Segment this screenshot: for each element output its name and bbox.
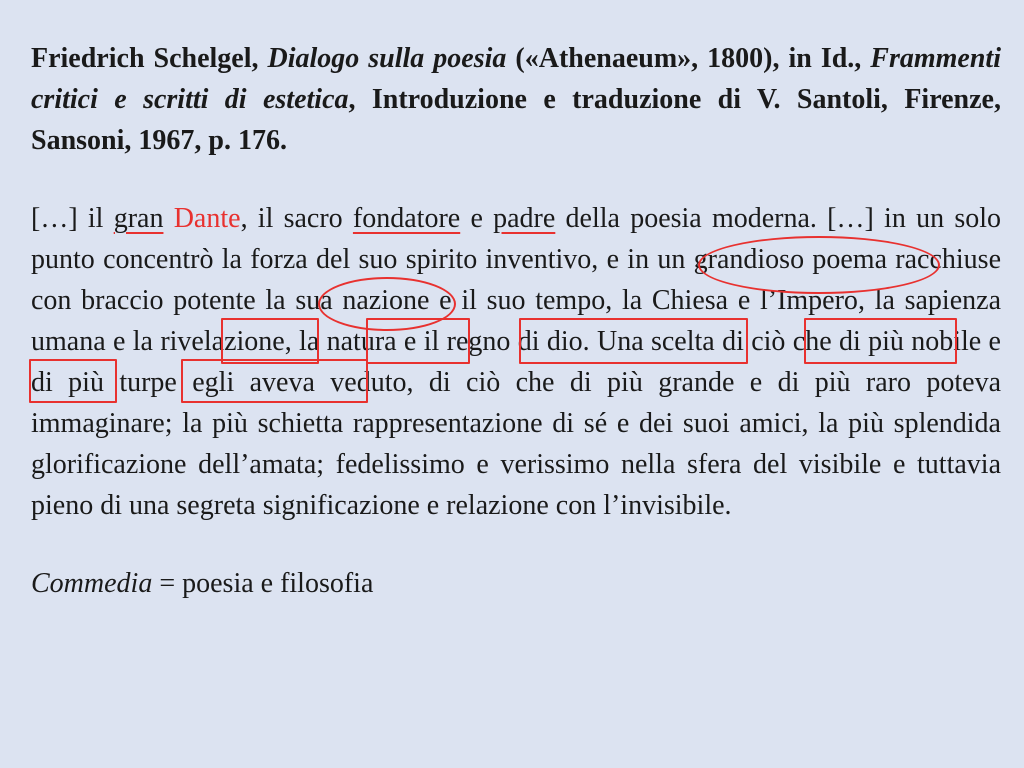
boxed-rivelazione: rivelazione: [160, 326, 285, 357]
quote-text: e: [460, 203, 494, 234]
poema-word: poema: [812, 244, 887, 275]
commedia-title: Commedia: [31, 568, 153, 599]
slide-content: [31, 38, 1001, 604]
citation-publication-details: , Introduzione e traduzione di V. Santoli, Firenze, Sansoni, 1967, p. 176.: [31, 84, 1001, 156]
quote-text: […] il: [31, 203, 114, 234]
quote-text: [163, 203, 173, 234]
summary-text: = poesia e filosofia: [152, 568, 374, 599]
quote-text: Una scelta di ciò che di più nobile e di più turpe egli aveva veduto, di ciò che di più grande e di più raro poteva immaginare; la più schietta rappresentazione di sé e dei suoi amici, la più splendida glorificazione dell’amata; fedelissimo e verissimo nella sfera del visibile e tuttavia pieno di una segreta significazione e relazione con l’invisibile.: [31, 326, 1001, 521]
bibliographic-citation: [31, 38, 1001, 161]
citation-collection-title: Frammenti critici e scritti di estetica: [31, 43, 1001, 115]
circled-spirito-inventivo: spirito inventivo,: [405, 244, 599, 275]
quotation-paragraph: [31, 198, 1001, 526]
citation-author: Friedrich Schelgel,: [31, 43, 268, 74]
citation-middle: («Athenaeum», 1800), in Id.,: [506, 43, 871, 74]
highlighted-dante: Dante: [173, 203, 241, 234]
boxed-regno-di-dio: regno di dio.: [446, 326, 590, 357]
boxed-chiesa: Chiesa: [651, 285, 729, 316]
quote-text: e la: [105, 326, 161, 357]
quote-text: , la: [857, 285, 905, 316]
boxed-natura: natura: [326, 326, 397, 357]
underlined-padre: padre: [493, 203, 556, 234]
quote-text: , il sacro: [240, 203, 353, 234]
quote-text: e l’: [728, 285, 778, 316]
boxed-sapienza-umana: sapienza umana: [31, 285, 1001, 357]
circled-racchiuse: racchiuse: [895, 244, 1002, 275]
quote-text: e in un grandioso: [598, 244, 813, 275]
quote-text: e il: [396, 326, 447, 357]
boxed-impero: Impero: [777, 285, 858, 316]
quote-text: , la: [284, 326, 327, 357]
underlined-fondatore: fondatore: [352, 203, 461, 234]
underlined-gran: gran: [113, 203, 164, 234]
citation-work-title: Dialogo sulla poesia: [267, 43, 507, 74]
quote-text: con braccio potente la sua nazione e il suo tempo, la: [31, 285, 652, 316]
summary-line: [31, 563, 1001, 604]
quote-text: della poesia moderna. […] in un solo punto concentrò la forza del suo: [31, 203, 1001, 275]
